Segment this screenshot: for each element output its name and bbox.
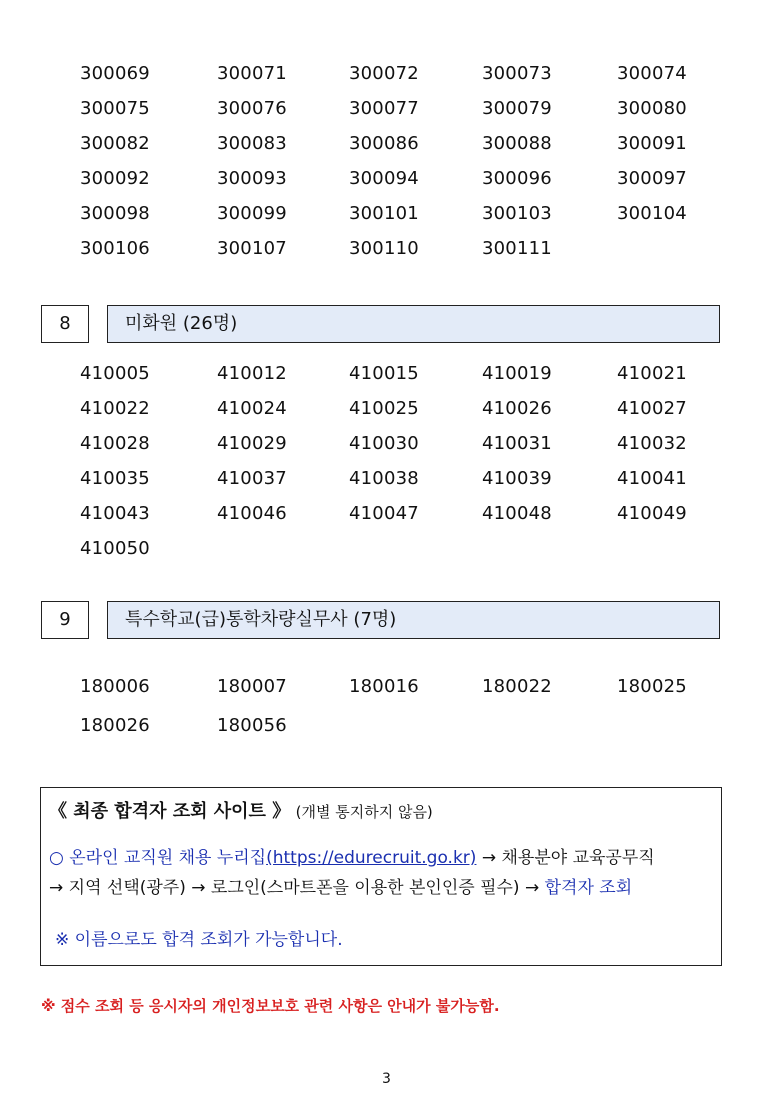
candidate-number: 410024 — [217, 398, 287, 419]
candidate-number: 180026 — [80, 715, 150, 736]
info-heading-line — [49, 800, 433, 824]
candidate-number: 300096 — [482, 168, 552, 189]
candidate-number: 300107 — [217, 238, 287, 259]
candidate-number: 300082 — [80, 133, 150, 154]
candidate-number: 410027 — [617, 398, 687, 419]
section-number-8: 8 — [41, 305, 89, 343]
table-row — [0, 708, 773, 743]
privacy-note: ※ 점수 조회 등 응시자의 개인정보보호 관련 사항은 안내가 불가능함. — [41, 997, 500, 1015]
candidate-number: 410019 — [482, 363, 552, 384]
candidate-number: 410035 — [80, 468, 150, 489]
candidate-number: 410005 — [80, 363, 150, 384]
table-row — [0, 161, 773, 196]
candidate-number: 300106 — [80, 238, 150, 259]
section-title-8: 미화원 (26명) — [107, 305, 720, 343]
candidate-number: 300093 — [217, 168, 287, 189]
edurecruit-link[interactable]: (https://edurecruit.go.kr) — [266, 848, 477, 868]
page-number: 3 — [382, 1071, 391, 1087]
info-line-2 — [49, 876, 632, 900]
candidate-number: 300077 — [349, 98, 419, 119]
candidate-number: 180022 — [482, 676, 552, 697]
candidate-number: 410038 — [349, 468, 419, 489]
candidate-number: 410028 — [80, 433, 150, 454]
candidate-number: 300075 — [80, 98, 150, 119]
candidate-number: 410049 — [617, 503, 687, 524]
section7-grid — [0, 56, 773, 266]
candidate-number: 300091 — [617, 133, 687, 154]
info-line1-suffix: → 채용분야 교육공무직 — [476, 848, 655, 868]
candidate-number: 410039 — [482, 468, 552, 489]
table-row — [0, 91, 773, 126]
candidate-number: 410015 — [349, 363, 419, 384]
table-row — [0, 426, 773, 461]
table-row — [0, 391, 773, 426]
table-row — [0, 196, 773, 231]
candidate-number: 300088 — [482, 133, 552, 154]
section8-grid — [0, 356, 773, 566]
table-row — [0, 669, 773, 708]
candidate-number: 410030 — [349, 433, 419, 454]
candidate-number: 300074 — [617, 63, 687, 84]
candidate-number: 300080 — [617, 98, 687, 119]
final-result-info-box — [40, 787, 722, 966]
candidate-number: 300073 — [482, 63, 552, 84]
info-line1-prefix: ○ 온라인 교직원 채용 누리집 — [49, 848, 267, 868]
table-row — [0, 496, 773, 531]
info-line2-highlight: 합격자 조회 — [544, 878, 633, 898]
candidate-number: 300098 — [80, 203, 150, 224]
candidate-number: 410037 — [217, 468, 287, 489]
candidate-number: 410047 — [349, 503, 419, 524]
candidate-number: 410043 — [80, 503, 150, 524]
table-row — [0, 461, 773, 496]
candidate-number: 410021 — [617, 363, 687, 384]
candidate-number: 300092 — [80, 168, 150, 189]
candidate-number: 300104 — [617, 203, 687, 224]
info-line2-prefix: → 지역 선택(광주) → 로그인(스마트폰을 이용한 본인인증 필수) → — [49, 878, 545, 898]
info-heading: 《 최종 합격자 조회 사이트 》 — [49, 801, 291, 822]
candidate-number: 300071 — [217, 63, 287, 84]
candidate-number: 300103 — [482, 203, 552, 224]
candidate-number: 410050 — [80, 538, 150, 559]
candidate-number: 410025 — [349, 398, 419, 419]
info-line-3: ※ 이름으로도 합격 조회가 가능합니다. — [55, 930, 343, 950]
candidate-number: 300076 — [217, 98, 287, 119]
section9-grid — [0, 669, 773, 743]
table-row — [0, 126, 773, 161]
candidate-number: 180016 — [349, 676, 419, 697]
candidate-number: 180056 — [217, 715, 287, 736]
candidate-number: 300072 — [349, 63, 419, 84]
candidate-number: 410022 — [80, 398, 150, 419]
table-row — [0, 531, 773, 566]
candidate-number: 300099 — [217, 203, 287, 224]
candidate-number: 410046 — [217, 503, 287, 524]
candidate-number: 410026 — [482, 398, 552, 419]
info-heading-note: (개별 통지하지 않음) — [295, 803, 433, 821]
candidate-number: 300101 — [349, 203, 419, 224]
candidate-number: 300083 — [217, 133, 287, 154]
table-row — [0, 356, 773, 391]
candidate-number: 300111 — [482, 238, 552, 259]
section-title-9: 특수학교(급)통학차량실무사 (7명) — [107, 601, 720, 639]
candidate-number: 180007 — [217, 676, 287, 697]
candidate-number: 410032 — [617, 433, 687, 454]
candidate-number: 180025 — [617, 676, 687, 697]
candidate-number: 410031 — [482, 433, 552, 454]
candidate-number: 300094 — [349, 168, 419, 189]
candidate-number: 300086 — [349, 133, 419, 154]
info-line-1 — [49, 846, 655, 870]
candidate-number: 410012 — [217, 363, 287, 384]
candidate-number: 300110 — [349, 238, 419, 259]
candidate-number: 180006 — [80, 676, 150, 697]
table-row — [0, 56, 773, 91]
candidate-number: 300097 — [617, 168, 687, 189]
candidate-number: 300079 — [482, 98, 552, 119]
candidate-number: 300069 — [80, 63, 150, 84]
candidate-number: 410041 — [617, 468, 687, 489]
candidate-number: 410029 — [217, 433, 287, 454]
candidate-number: 410048 — [482, 503, 552, 524]
table-row — [0, 231, 773, 266]
section-number-9: 9 — [41, 601, 89, 639]
